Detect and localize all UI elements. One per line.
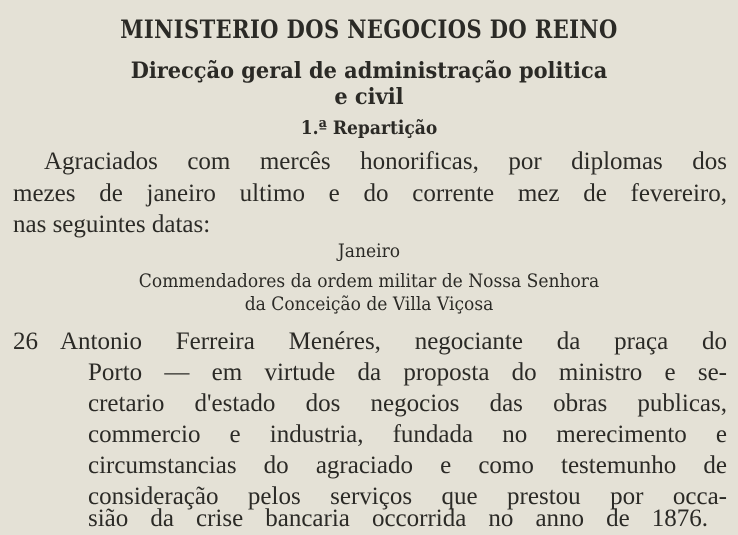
ministry-heading: MINISTERIO DOS NEGOCIOS DO REINO (120, 15, 618, 44)
directorate-line-2: e civil (334, 84, 404, 110)
entry-line-1: Antonio Ferreira Menéres, negociante da praça do (60, 328, 727, 355)
order-line-2: da Conceição de Villa Viçosa (244, 293, 494, 315)
directorate-heading (18, 58, 719, 110)
entry-line-2: Porto — em virtude da proposta do ministro e se- (88, 359, 727, 386)
intro-line-1: Agraciados com mercês honorificas, por diplomas dos (44, 148, 727, 175)
entry-day: 26 (13, 328, 38, 355)
month-heading: Janeiro (337, 240, 401, 262)
order-line-1: Commendadores da ordem militar de Nossa Senhora (138, 270, 600, 292)
entry-line-5: circumstancias do agraciado e como testemunho de (88, 452, 727, 479)
directorate-line-1: Direcção geral de administração politica (130, 58, 608, 84)
intro-line-3: nas seguintes datas: (13, 211, 211, 238)
entry-line-6: consideração pelos serviços que prestou por occa- (88, 483, 727, 510)
section-heading: 1.ª Repartição (300, 117, 438, 139)
entry-line-7: sião da crise bancaria occorrida no anno de 1876. (88, 505, 708, 532)
entry-line-4: commercio e industria, fundada no merecimento e (88, 421, 727, 448)
entry-line-3: cretario d'estado dos negocios das obras publicas, (88, 390, 727, 417)
intro-line-2: mezes de janeiro ultimo e do corrente mez de fevereiro, (13, 180, 727, 207)
